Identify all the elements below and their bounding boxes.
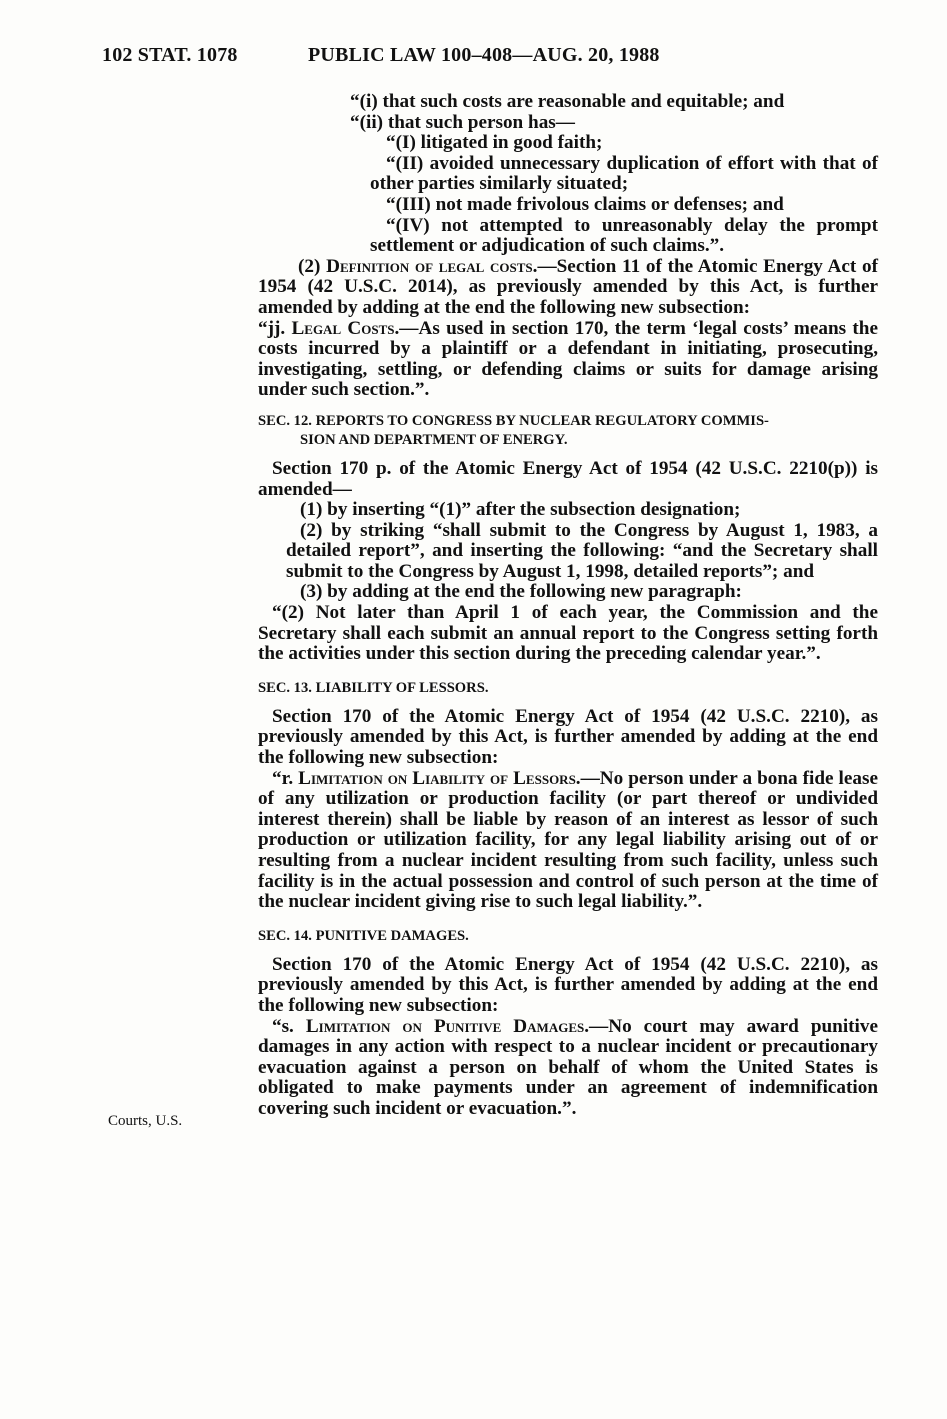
statute-page-number: 102 STAT. 1078 <box>102 44 238 66</box>
subsection-jj <box>258 319 878 401</box>
paragraph-text: —Section 11 of the Atomic Energy Act of 1954 (42 U.S.C. 2014), as previously amended by this Act, is further amended by adding at the end the following new subsection: <box>258 255 878 318</box>
section-14-intro: Section 170 of the Atomic Energy Act of 1954 (42 U.S.C. 2210), as previously amended by this Act, is further amended by adding at the end the following new subsection: <box>258 953 878 1016</box>
subclause-I: “(I) litigated in good faith; <box>386 132 603 154</box>
section-12-intro: Section 170 p. of the Atomic Energy Act of 1954 (42 U.S.C. 2210(p)) is amended— <box>258 457 878 500</box>
section-heading-line-1: SEC. 12. REPORTS TO CONGRESS BY NUCLEAR REGULATORY COMMIS- <box>258 412 769 429</box>
definition-legal-costs-paragraph <box>258 257 878 319</box>
document-body <box>258 92 878 1120</box>
section-12-item-1: (1) by inserting “(1)” after the subsection designation; <box>300 499 741 521</box>
clause-i: “(i) that such costs are reasonable and equitable; and <box>350 91 785 112</box>
subclause-II: “(II) avoided unnecessary duplication of effort with that of other parties similarly situated; <box>370 152 878 195</box>
subsection-s <box>258 1017 878 1120</box>
section-13-heading: SEC. 13. LIABILITY OF LESSORS. <box>258 679 489 696</box>
section-12-item-3: (3) by adding at the end the following new paragraph: <box>300 581 742 603</box>
subsection-text: —As used in section 170, the term ‘legal costs’ means the costs incurred by a plaintiff or a defendant in initiating, prosecuting, investigating, settling, or defending claims or suits for damage arising under such section.”. <box>258 317 878 401</box>
subsection-label: “jj. <box>258 317 292 339</box>
section-14-heading: SEC. 14. PUNITIVE DAMAGES. <box>258 927 469 944</box>
subsection-label: “s. <box>272 1015 306 1037</box>
subclause-III: “(III) not made frivolous claims or defenses; and <box>386 193 784 215</box>
subclause-IV: “(IV) not attempted to unreasonably delay the prompt settlement or adjudication of such claims.”. <box>370 214 878 257</box>
section-12-heading <box>258 412 878 450</box>
section-12-new-paragraph: “(2) Not later than April 1 of each year, the Commission and the Secretary shall each submit an annual report to the Congress setting forth the activities under this section during the preceding calendar year.”. <box>258 602 878 665</box>
law-title: PUBLIC LAW 100–408—AUG. 20, 1988 <box>308 44 660 66</box>
section-13-intro: Section 170 of the Atomic Energy Act of 1954 (42 U.S.C. 2210), as previously amended by this Act, is further amended by adding at the end the following new subsection: <box>258 705 878 769</box>
clause-ii: “(ii) that such person has— <box>350 111 575 133</box>
paragraph-heading: Definition of legal costs. <box>326 255 538 277</box>
margin-note: Courts, U.S. <box>108 1113 183 1129</box>
section-12-item-2: (2) by striking “shall submit to the Congress by August 1, 1983, a detailed report”, and inserting the following: “and the Secretary shall submit to the Congress by August 1, 1998, detailed reports”; and <box>286 519 878 582</box>
subsection-r <box>258 769 878 913</box>
paragraph-number: (2) <box>298 255 327 277</box>
section-heading-line-2: SION AND DEPARTMENT OF ENERGY. <box>300 431 568 448</box>
subsection-heading: Limitation on Liability of Lessors. <box>298 767 581 789</box>
subsection-heading: Legal Costs. <box>291 317 400 339</box>
subsection-text: —No court may award punitive damages in any action with respect to a nuclear incident or precautionary evacuation against a person on behalf of whom the United States is obligated to make payments under an agreement of indemnification covering such incident or evacuation.”. <box>258 1015 878 1119</box>
subsection-text: —No person under a bona fide lease of any utilization or production facility (or part thereof or undivided interest therein) shall be liable by reason of an interest as lessor of such production or utilization facility, for any legal liability arising out of or resulting from a nuclear incident resulting from such facility, unless such facility is in the actual possession and control of such person at the time of the nuclear incident giving rise to such legal liability.”. <box>258 767 878 913</box>
subsection-label: “r. <box>272 767 299 789</box>
subsection-heading: Limitation on Punitive Damages. <box>305 1015 590 1037</box>
